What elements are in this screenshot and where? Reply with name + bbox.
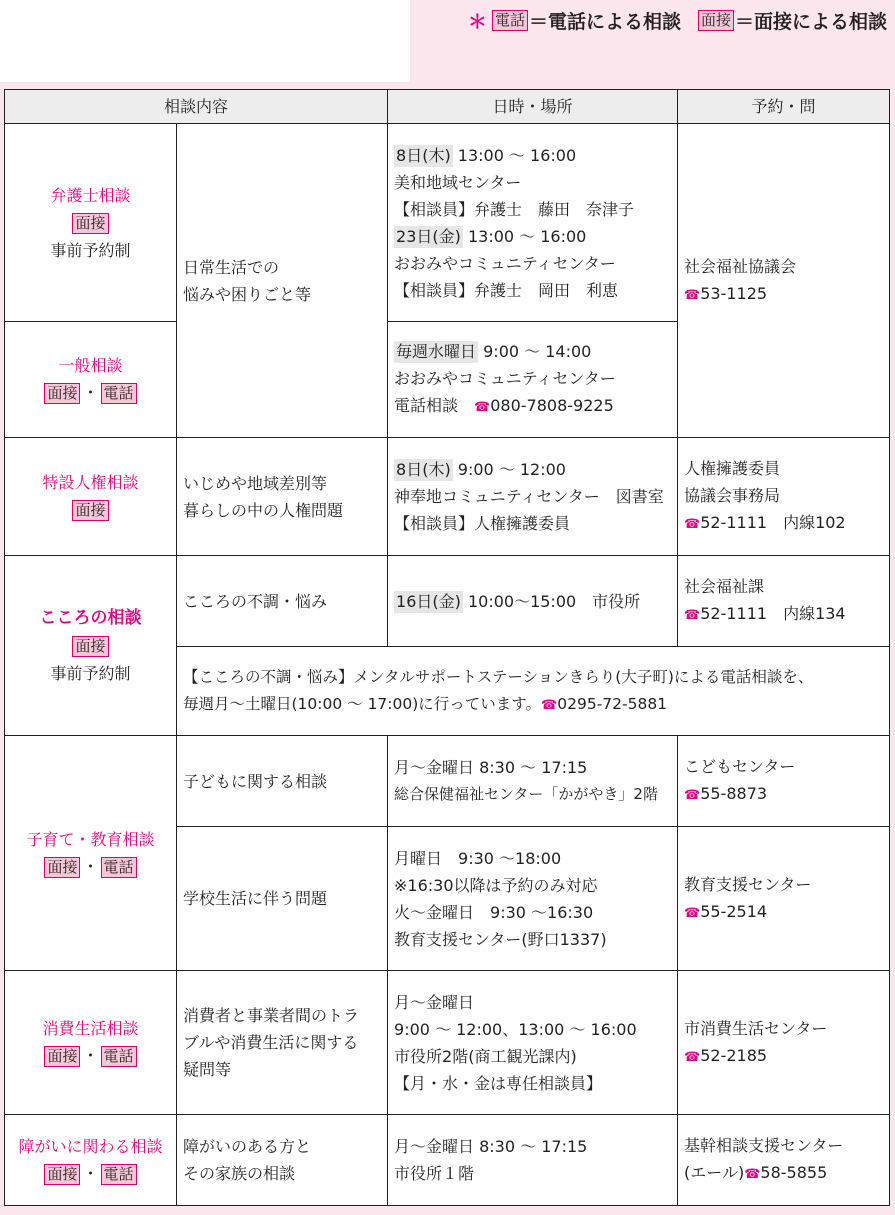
date-badge: 16日(金) xyxy=(396,591,461,611)
contact-name: 基幹相談支援センター xyxy=(684,1136,844,1155)
content-text: 学校生活に伴う問題 xyxy=(183,889,328,908)
header-contact: 予約・問 xyxy=(678,90,890,124)
content-text: 暮らしの中の人権問題 xyxy=(183,500,344,520)
content-text: その家族の相談 xyxy=(183,1164,296,1183)
time-text: 13:00 ～ 16:00 xyxy=(462,226,587,246)
category-name: 子育て・教育相談 xyxy=(26,829,155,849)
contact-name: 社会福祉協議会 xyxy=(684,256,797,276)
tag-separator: ・ xyxy=(82,1163,99,1183)
phone-number: 53-1125 xyxy=(700,283,768,303)
contact-name: 協議会事務局 xyxy=(684,486,781,505)
staff-text: 【相談員】人権擁護委員 xyxy=(394,514,571,533)
time-text: 9:00 ～ 12:00 xyxy=(452,460,566,479)
staff-text: 【月・水・金は専任相談員】 xyxy=(394,1073,603,1093)
tel-tag: 電話 xyxy=(101,1164,137,1185)
place-text: 市役所2階(商工観光課内) xyxy=(394,1046,577,1066)
phone-icon: ☎ xyxy=(684,608,701,623)
table-row xyxy=(5,124,890,322)
datetime-cell xyxy=(388,971,678,1115)
note-cell xyxy=(177,647,890,736)
datetime-cell xyxy=(388,827,678,971)
tel-label: 電話相談 xyxy=(394,396,475,415)
legend xyxy=(468,6,887,34)
place-text: おおみやコミュニティセンター xyxy=(394,369,616,388)
face-tag: 面接 xyxy=(72,636,108,657)
phone-number: 52-1111 内線102 xyxy=(700,513,846,532)
contact-cell xyxy=(678,971,890,1115)
table-row xyxy=(5,736,890,827)
category-name: 弁護士相談 xyxy=(50,185,131,205)
face-tag: 面接 xyxy=(72,213,108,234)
time-text: 10:00～15:00 市役所 xyxy=(462,591,641,611)
time-text: 9:00 ～ 14:00 xyxy=(478,342,592,361)
datetime-cell xyxy=(388,1115,678,1206)
content-text: いじめや地域差別等 xyxy=(183,473,328,493)
category-cell xyxy=(5,438,177,556)
time-text: 月～金曜日 8:30 ～ 17:15 xyxy=(394,758,588,777)
contact-name: (エール) xyxy=(684,1163,745,1182)
place-text: 神奉地コミュニティセンター 図書室 xyxy=(394,487,664,506)
time-text: 月～金曜日 xyxy=(394,992,475,1012)
category-cell xyxy=(5,1115,177,1206)
contact-cell xyxy=(678,556,890,647)
date-badge: 8日(木) xyxy=(396,460,451,479)
content-text: 障がいのある方と xyxy=(183,1137,312,1156)
legend-face-text: ＝面接による相談 xyxy=(734,10,887,33)
category-cell xyxy=(5,556,177,736)
category-name: 一般相談 xyxy=(58,356,123,375)
reservation-note: 事前予約制 xyxy=(50,240,131,260)
phone-icon: ☎ xyxy=(684,1049,701,1065)
place-text: 教育支援センター(野口1337) xyxy=(394,929,607,949)
phone-number: 0295-72-5881 xyxy=(557,694,668,713)
contact-name: 教育支援センター xyxy=(684,874,812,894)
datetime-cell xyxy=(388,124,678,322)
table-row xyxy=(5,556,890,647)
phone-icon: ☎ xyxy=(744,1167,761,1182)
contact-cell xyxy=(678,827,890,971)
time-text: 9:00 ～ 12:00、13:00 ～ 16:00 xyxy=(394,1019,637,1039)
place-text: 総合保健福祉センター「かがやき」2階 xyxy=(394,785,658,803)
content-text: こころの不調・悩み xyxy=(183,591,328,611)
face-tag: 面接 xyxy=(44,1164,80,1185)
legend-face-tag: 面接 xyxy=(698,10,734,31)
content-text: 子どもに関する相談 xyxy=(183,771,328,791)
tel-tag: 電話 xyxy=(101,1046,137,1067)
content-text: 疑問等 xyxy=(183,1060,232,1079)
place-text: 美和地域センター xyxy=(394,172,522,192)
tel-tag: 電話 xyxy=(101,383,137,404)
category-cell xyxy=(5,971,177,1115)
time-text: 13:00 ～ 16:00 xyxy=(452,145,577,165)
contact-name: 市消費生活センター xyxy=(684,1018,828,1038)
contact-cell xyxy=(678,124,890,438)
face-tag: 面接 xyxy=(44,857,80,878)
category-cell xyxy=(5,322,177,438)
legend-marker: ＊ xyxy=(467,10,487,33)
table-row xyxy=(5,971,890,1115)
face-tag: 面接 xyxy=(44,1046,80,1067)
header-datetime: 日時・場所 xyxy=(388,90,678,124)
content-cell xyxy=(177,438,388,556)
table-row xyxy=(5,438,890,556)
note-text: 【こころの不調・悩み】メンタルサポートステーションきらり(大子町)による電話相談を、 xyxy=(183,667,814,686)
reservation-note: 事前予約制 xyxy=(50,663,131,683)
contact-cell xyxy=(678,438,890,556)
staff-text: 【相談員】弁護士 藤田 奈津子 xyxy=(394,199,635,219)
date-badge: 23日(金) xyxy=(396,226,461,246)
consultation-table xyxy=(4,89,890,1206)
time-text: ※16:30以降は予約のみ対応 xyxy=(394,875,598,895)
contact-name: こどもセンター xyxy=(684,757,796,776)
category-name: こころの相談 xyxy=(39,607,142,628)
content-cell xyxy=(177,124,388,438)
phone-icon: ☎ xyxy=(684,905,701,921)
phone-number: 080-7808-9225 xyxy=(490,396,614,415)
phone-number: 55-8873 xyxy=(700,784,768,803)
phone-number: 52-1111 内線134 xyxy=(700,604,846,623)
note-text: 毎週月～土曜日(10:00 ～ 17:00)に行っています。 xyxy=(183,694,542,713)
time-text: 火～金曜日 9:30 ～16:30 xyxy=(394,902,594,922)
face-tag: 面接 xyxy=(72,500,108,521)
phone-icon: ☎ xyxy=(684,788,701,803)
category-name: 障がいに関わる相談 xyxy=(18,1136,163,1156)
datetime-cell xyxy=(388,556,678,647)
contact-cell xyxy=(678,1115,890,1206)
tag-separator: ・ xyxy=(82,383,99,402)
contact-cell xyxy=(678,736,890,827)
category-name: 特設人権相談 xyxy=(42,473,139,492)
tel-tag: 電話 xyxy=(101,857,137,878)
table-row xyxy=(5,1115,890,1206)
place-text: おおみやコミュニティセンター xyxy=(394,253,616,273)
category-cell xyxy=(5,124,177,322)
content-text: 日常生活での xyxy=(183,257,280,277)
content-cell xyxy=(177,1115,388,1206)
phone-icon: ☎ xyxy=(684,287,701,303)
datetime-cell xyxy=(388,322,678,438)
time-text: 月曜日 9:30 ～18:00 xyxy=(394,848,562,868)
category-name: 消費生活相談 xyxy=(42,1019,139,1038)
legend-tel-text: ＝電話による相談 xyxy=(528,10,681,33)
content-cell xyxy=(177,827,388,971)
phone-icon: ☎ xyxy=(541,697,558,713)
content-text: ブルや消費生活に関する xyxy=(183,1033,359,1052)
contact-name: 人権擁護委員 xyxy=(684,459,781,478)
phone-number: 52-2185 xyxy=(700,1045,768,1065)
table-header-row xyxy=(5,90,890,124)
place-text: 市役所１階 xyxy=(394,1164,475,1183)
date-badge: 8日(木) xyxy=(396,145,451,165)
category-cell xyxy=(5,736,177,971)
contact-name: 社会福祉課 xyxy=(684,577,765,596)
content-cell xyxy=(177,971,388,1115)
date-badge: 毎週水曜日 xyxy=(396,342,477,361)
phone-number: 58-5855 xyxy=(760,1163,828,1182)
content-text: 悩みや困りごと等 xyxy=(183,284,312,304)
tag-separator: ・ xyxy=(82,1046,99,1065)
datetime-cell xyxy=(388,736,678,827)
content-cell xyxy=(177,736,388,827)
staff-text: 【相談員】弁護士 岡田 利恵 xyxy=(394,280,619,300)
content-text: 消費者と事業者間のトラ xyxy=(183,1006,360,1025)
header-blank-area xyxy=(0,0,410,82)
time-text: 月～金曜日 8:30 ～ 17:15 xyxy=(394,1137,588,1156)
phone-icon: ☎ xyxy=(684,517,701,532)
content-cell xyxy=(177,556,388,647)
header-content: 相談内容 xyxy=(5,90,388,124)
face-tag: 面接 xyxy=(44,383,80,404)
tag-separator: ・ xyxy=(82,856,99,876)
legend-tel-tag: 電話 xyxy=(492,10,528,31)
datetime-cell xyxy=(388,438,678,556)
phone-icon: ☎ xyxy=(474,400,491,415)
phone-number: 55-2514 xyxy=(700,901,768,921)
